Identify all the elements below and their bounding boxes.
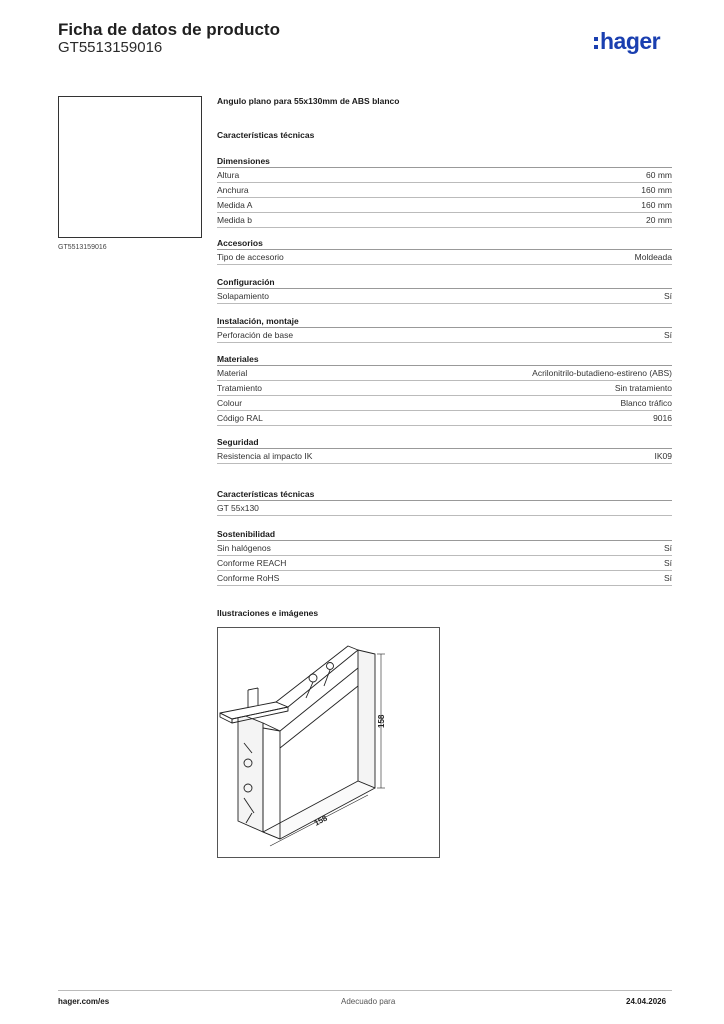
spec-row: [217, 168, 672, 183]
hager-logo: [594, 28, 660, 55]
footer-divider: [58, 990, 672, 991]
spec-row: [217, 183, 672, 198]
spec-value: Moldeada: [634, 252, 672, 262]
spec-label: GT 55x130: [217, 503, 259, 513]
section-seguridad-title: Seguridad: [217, 435, 672, 449]
spec-label: Tipo de accesorio: [217, 252, 284, 262]
spec-label: Colour: [217, 398, 243, 408]
spec-row: [217, 449, 672, 464]
section-materiales-title: Materiales: [217, 352, 672, 366]
spec-row: [217, 198, 672, 213]
section-ilustraciones-title: Ilustraciones e imágenes: [217, 608, 319, 618]
footer-suitable-for: Adecuado para: [341, 997, 396, 1006]
spec-label: Altura: [217, 170, 240, 180]
spec-row: [217, 501, 672, 516]
spec-label: Código RAL: [217, 413, 263, 423]
tech-heading: Características técnicas: [217, 130, 315, 140]
spec-label: Solapamiento: [217, 291, 269, 301]
spec-value: Sí: [663, 543, 672, 553]
dim-width-label: 158: [312, 813, 329, 828]
spec-label: Material: [217, 368, 248, 378]
spec-value: 160 mm: [641, 185, 672, 195]
spec-row: [217, 250, 672, 265]
spec-value: Sin tratamiento: [614, 383, 672, 393]
spec-value: Blanco tráfico: [620, 398, 672, 408]
logo-text: hager: [600, 28, 661, 54]
section-tech2-title: Características técnicas: [217, 487, 672, 501]
spec-value: Sí: [663, 573, 672, 583]
spec-row: [217, 411, 672, 426]
footer-date: 24.04.2026: [626, 997, 667, 1006]
section-dimensiones-title: Dimensiones: [217, 154, 672, 168]
product-thumbnail: [58, 96, 202, 238]
logo-dots-icon: [594, 34, 599, 50]
dim-height-label: 158: [377, 714, 386, 728]
section-configuracion-title: Configuración: [217, 275, 672, 289]
spec-row: [217, 366, 672, 381]
spec-value: Sí: [663, 558, 672, 568]
spec-label: Perforación de base: [217, 330, 294, 340]
spec-value: Acrilonitrilo-butadieno-estireno (ABS): [532, 368, 672, 378]
spec-row: [217, 289, 672, 304]
spec-label: Anchura: [217, 185, 249, 195]
spec-label: Conforme RoHS: [217, 573, 280, 583]
spec-label: Medida A: [217, 200, 253, 210]
spec-value: IK09: [654, 451, 672, 461]
spec-label: Sin halógenos: [217, 543, 271, 553]
spec-label: Resistencia al impacto IK: [217, 451, 313, 461]
angle-drawing-icon: [218, 628, 439, 857]
spec-row: [217, 571, 672, 586]
spec-value: Sí: [663, 330, 672, 340]
product-name: Angulo plano para 55x130mm de ABS blanco: [217, 96, 400, 106]
spec-value: 60 mm: [646, 170, 672, 180]
spec-value: 160 mm: [641, 200, 672, 210]
thumbnail-caption: GT5513159016: [58, 244, 107, 251]
footer-site-link[interactable]: hager.com/es: [58, 997, 110, 1006]
spec-label: Conforme REACH: [217, 558, 287, 568]
spec-row: [217, 556, 672, 571]
spec-value: 9016: [653, 413, 672, 423]
spec-row: [217, 541, 672, 556]
spec-value: 20 mm: [646, 215, 672, 225]
spec-label: Medida b: [217, 215, 252, 225]
spec-value: Sí: [663, 291, 672, 301]
section-instalacion-title: Instalación, montaje: [217, 314, 672, 328]
section-accesorios-title: Accesorios: [217, 236, 672, 250]
section-sostenibilidad-title: Sostenibilidad: [217, 527, 672, 541]
spec-row: [217, 381, 672, 396]
spec-label: Tratamiento: [217, 383, 263, 393]
spec-row: [217, 213, 672, 228]
page-title: Ficha de datos de producto: [58, 20, 280, 39]
spec-row: [217, 396, 672, 411]
product-code: GT5513159016: [58, 39, 163, 56]
spec-row: [217, 328, 672, 343]
technical-drawing: [217, 627, 440, 858]
